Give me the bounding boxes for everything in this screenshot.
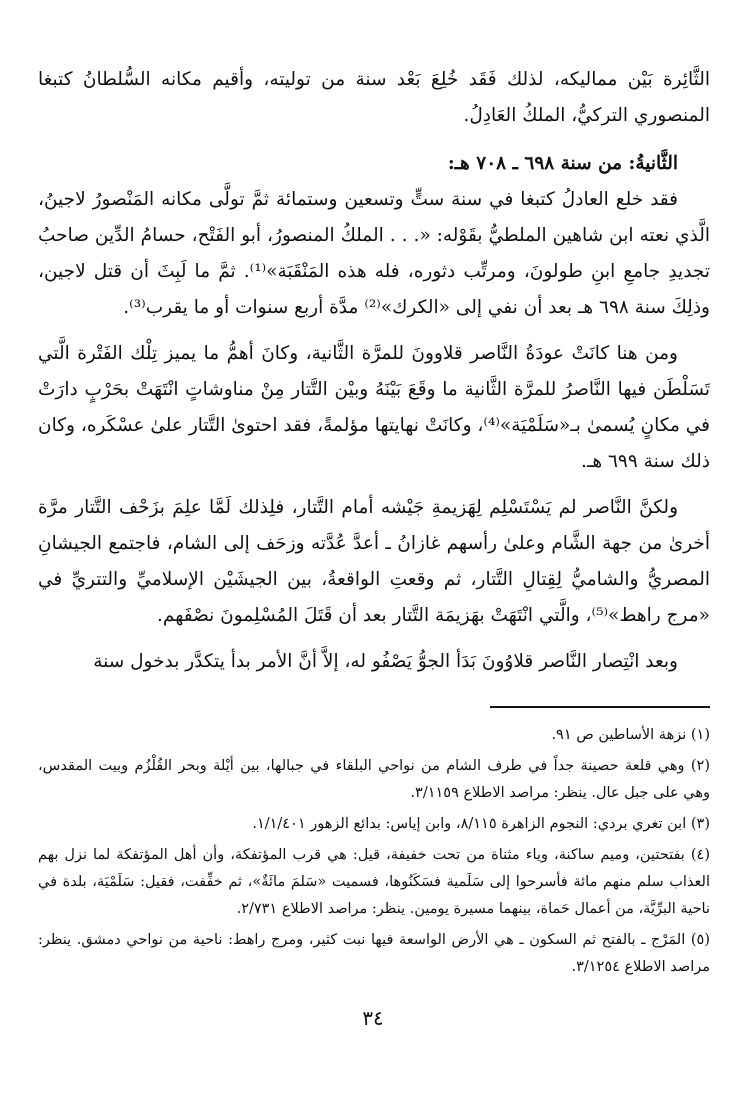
- page-content: [38, 62, 710, 985]
- footnote-4: (٤) بفتحتين، وميم ساكنة، وياء مثناة من تحت خفيفة، قيل: هي قرب المؤتفكة، وأن أهل المؤتفكة لما نزل بهم العذاب سلم منهم مائة فأسرحوا إلى سَلَمية فسَكَنُوها، فسميت «سَلمَ مائَةٌ»، ثم خفِّفت، فقيل: سَلَمْيَة، بلدة في ناحية البرِّيَّة، من أعمال حَماة، بينهما مسيرة يومين. ينظر: مراصد الاطلاع ٢/٧٣١.: [38, 847, 710, 917]
- footnote-5: (٥) المَرْج ـ بالفتح ثم السكون ـ هي الأرض الواسعة فيها نبت كثير، ومرج راهط: ناحية من نواحي دمشق. ينظر: مراصد الاطلاع ٣/١٢٥٤.: [38, 932, 710, 975]
- paragraph-1: الثَّائِرة بَيْن مماليكه، لذلك فَقَد خُلِعَ بَعْد سنة من توليته، وأقيم مكانه السُّلطانُ كتبغا المنصوري التركيُّ، الملكُ العَادِلُ.: [38, 69, 710, 126]
- footnotes: [38, 722, 710, 981]
- paragraph-2: فقد خلع العادلُ كتبغا في سنة ستٍّ وتسعين وستمائة ثمَّ تولَّى مكانه المَنْصورُ لاجينُ، الَّذي نعته ابن شاهين الملطيُّ بقَوْله: «. . . الملكُ المنصورُ، أبو الفَتْح، حسامُ الدِّين صاحبُ تجديدِ جامعِ ابنِ طولونَ، ومرتِّب دثوره، فله هذه المَنْقَبَة»⁽¹⁾. ثمَّ ما لَبِثَ أن قتل لاجين، وذلِكَ سنة ٦٩٨ هـ بعد أن نفي إلى «الكرك»⁽²⁾ مدَّة أربع سنوات أو ما يقرب⁽³⁾.: [38, 189, 710, 318]
- footnote-divider: [490, 706, 710, 708]
- section-heading-second-period: الثَّانيةُ: من سنة ٦٩٨ ـ ٧٠٨ هـ:: [447, 153, 678, 174]
- footnote-3: (٣) ابن تغري بردي: النجوم الزاهرة ٨/١١٥، وابن إياس: بدائع الزهور ١/١/٤٠١.: [252, 816, 710, 832]
- footnote-2: (٢) وهي قلعة حصينة جداً في طرف الشام من نواحي البلقاء في جبالها، بين أيْلة وبحر القُلْزُم وبيت المقدس، وهي على جبل عال. ينظر: مراصد الاطلاع ٣/١١٥٩.: [38, 758, 710, 801]
- paragraph-4: ولكنَّ النَّاصر لم يَسْتَسْلِم لِهَزيمةِ جَيْشه أمام التَّتار، فلِذلك لَمَّا علِمَ بزَحْف التَّتار مرَّة أخرىٰ من جهة الشَّام وعلىٰ رأسهم غازانُ ـ أعدَّ عُدَّته وزحَف إلى الشام، فاجتمع الجيشانِ المصريُّ والشاميُّ لِقِتالِ التَّتار، ثم وقعتِ الواقعةُ، بين الجيشَيْن الإسلاميِّ والتتريِّ في «مرج راهط»⁽⁵⁾، والَّتي انْتَهَتْ بهَزيمَة التَّتار بعد أن قَتَلَ المُسْلِمونَ نصْفَهم.: [38, 497, 710, 626]
- footnote-1: (١) نزهة الأساطين ص ٩١.: [551, 727, 710, 743]
- paragraph-5: وبعد انْتِصار النَّاصر قلاوُونَ بَدَأ الجوُّ يَصْفُو له، إلاَّ أنَّ الأمر بدأ يتكدَّر بدخول سنة: [93, 651, 678, 672]
- main-text: [38, 62, 710, 680]
- paragraph-3: ومن هنا كانَتْ عودَةُ النَّاصر قلاوونَ للمرَّة الثَّانية، وكانَ أهمُّ ما يميز تِلْك الفَتْرة الَّتي تَسَلْطَن فيها النَّاصرُ للمرَّة الثَّانية ما وقَعَ بَيْنَهُ وبيْن التَّتار مِنْ مناوشاتٍ انْتَهَتْ بحَرْبٍ دارَتْ في مكانٍ يُسمىٰ بـ«سَلَمْيَة»⁽⁴⁾، وكانَتْ نهايتها مؤلمةً، فقد احتوىٰ التَّتار علىٰ عسْكَره، وكان ذلك سنة ٦٩٩ هـ.: [38, 343, 711, 472]
- page-number: ٣٤: [362, 1006, 384, 1030]
